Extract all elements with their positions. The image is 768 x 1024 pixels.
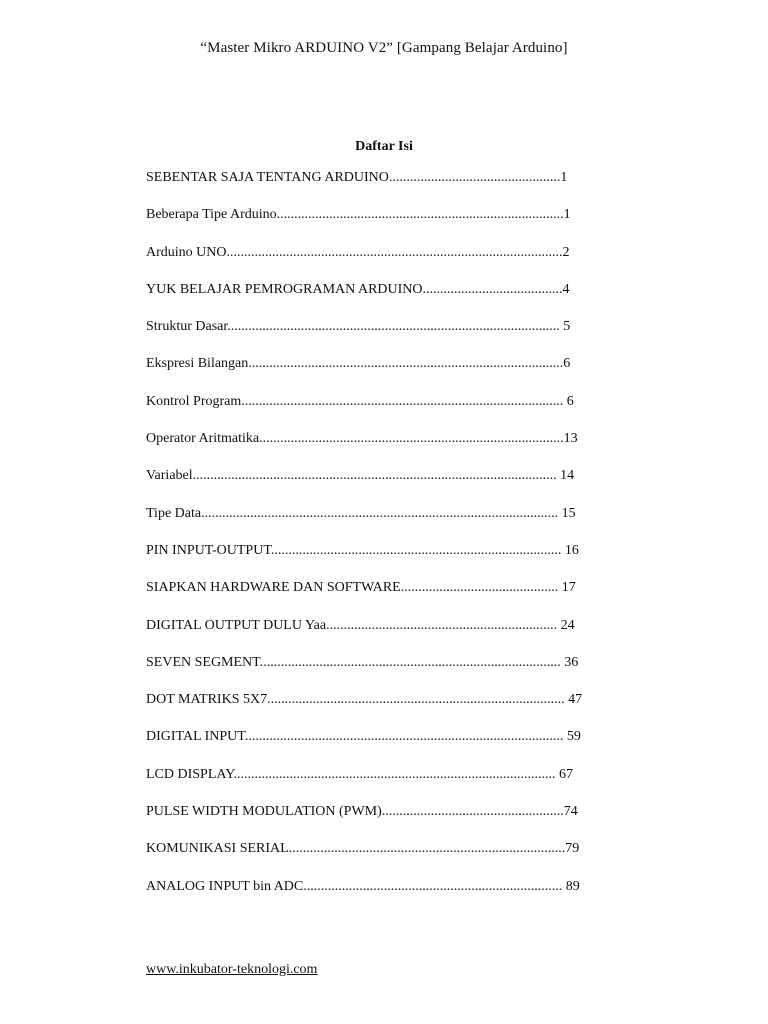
toc-leader-dots: ............................................................................... [288,841,566,857]
toc-leader-dots: ................................................. [388,170,561,185]
toc-page-number: 2 [562,244,570,260]
toc-entry[interactable] [146,392,636,429]
toc-page-number: 1 [563,207,571,223]
toc-entry[interactable] [146,504,636,541]
toc-entry-label: Variabel [146,468,193,484]
toc-leader-dots: ................................................................................................ [226,244,563,260]
toc-leader-dots: ..................................................................................... [267,692,569,708]
toc-entry-label: DOT MATRIKS 5X7 [146,692,268,708]
toc-entry[interactable] [146,765,636,802]
toc-page-number: 74 [563,804,578,820]
toc-entry-label: LCD DISPLAY [146,766,234,782]
toc-page-number: 15 [561,505,576,521]
toc-leader-dots: ............................................................................................ [241,393,567,409]
toc-page-number: 6 [566,393,574,409]
toc-leader-dots: ........................................................................................................ [192,468,561,484]
toc-entry[interactable] [146,280,636,317]
toc-entry-label: SIAPKAN HARDWARE DAN SOFTWARE [146,580,401,596]
toc-entry[interactable] [146,653,636,690]
toc-entry-label: Operator Aritmatika [146,431,260,447]
toc-leader-dots: ............................................. [400,580,562,596]
toc-page-number: 4 [562,281,570,297]
toc-page-number: 13 [563,431,578,447]
toc-entry-label: ANALOG INPUT bin ADC [146,878,304,894]
toc-entry[interactable] [146,541,636,578]
toc-page-number: 67 [559,766,574,782]
toc-entry[interactable] [146,727,636,764]
toc-leader-dots: ............................................................................................ [233,766,560,782]
toc-leader-dots: .......................................................................... [303,878,566,894]
toc-leader-dots: .................................................................. [326,617,561,633]
toc-entry[interactable] [146,802,636,839]
toc-leader-dots: ................................................................................... [270,542,565,558]
toc-entry-label: Beberapa Tipe Arduino [146,207,277,223]
table-of-contents [146,168,636,914]
toc-entry[interactable] [146,616,636,653]
toc-page-number: 17 [561,580,576,596]
toc-entry[interactable] [146,429,636,466]
toc-entry-label: DIGITAL INPUT [146,729,245,745]
toc-leader-dots: .................................................... [381,804,564,820]
toc-leader-dots: ...................................................................................... [259,654,565,670]
toc-leader-dots: ....................................................................................... [259,431,564,447]
toc-entry[interactable] [146,205,636,242]
running-header: “Master Mikro ARDUINO V2” [Gampang Belajar Arduino] [200,40,568,56]
toc-title: Daftar Isi [355,139,413,154]
toc-entry-label: YUK BELAJAR PEMROGRAMAN ARDUINO [146,281,423,297]
toc-page-number: 59 [566,729,581,745]
toc-entry[interactable] [146,317,636,354]
toc-entry-label: Arduino UNO [146,244,227,260]
toc-entry-label: Tipe Data [146,505,202,521]
toc-page-number: 6 [563,356,571,372]
footer-website-link[interactable]: www.inkubator-teknologi.com [146,962,318,977]
toc-leader-dots: ............................................................................................... [227,319,564,335]
toc-entry[interactable] [146,839,636,876]
toc-entry[interactable] [146,578,636,615]
toc-leader-dots: .................................................................................. [276,207,564,223]
toc-page-number: 24 [560,617,575,633]
toc-leader-dots: ...................................................................................................... [201,505,562,521]
toc-page-number: 47 [568,692,583,708]
toc-page-number: 16 [564,542,579,558]
toc-entry-label: KOMUNIKASI SERIAL [146,841,289,857]
toc-leader-dots: ........................................ [422,281,563,297]
toc-entry-label: Ekspresi Bilangan [146,356,249,372]
toc-entry-label: PULSE WIDTH MODULATION (PWM) [146,804,382,820]
toc-page-number: 1 [560,170,568,185]
toc-page-number: 36 [564,654,579,670]
toc-entry[interactable] [146,243,636,280]
toc-page-number: 89 [565,878,580,894]
toc-entry[interactable] [146,690,636,727]
toc-entry[interactable] [146,466,636,503]
toc-entry-label: SEVEN SEGMENT [146,654,260,670]
toc-leader-dots: .......................................................................................... [248,356,564,372]
toc-page-number: 5 [563,319,571,335]
toc-entry-label: Struktur Dasar [146,319,228,335]
toc-entry-label: DIGITAL OUTPUT DULU Yaa [146,617,327,633]
toc-page-number: 14 [560,468,575,484]
toc-entry[interactable] [146,168,636,205]
toc-entry[interactable] [146,354,636,391]
toc-entry-label: Kontrol Program [146,393,242,409]
toc-entry[interactable] [146,877,636,914]
toc-leader-dots: ........................................................................................... [244,729,567,745]
toc-entry-label: PIN INPUT-OUTPUT [146,542,271,558]
toc-entry-label: SEBENTAR SAJA TENTANG ARDUINO [146,170,389,185]
toc-page-number: 79 [565,841,580,857]
